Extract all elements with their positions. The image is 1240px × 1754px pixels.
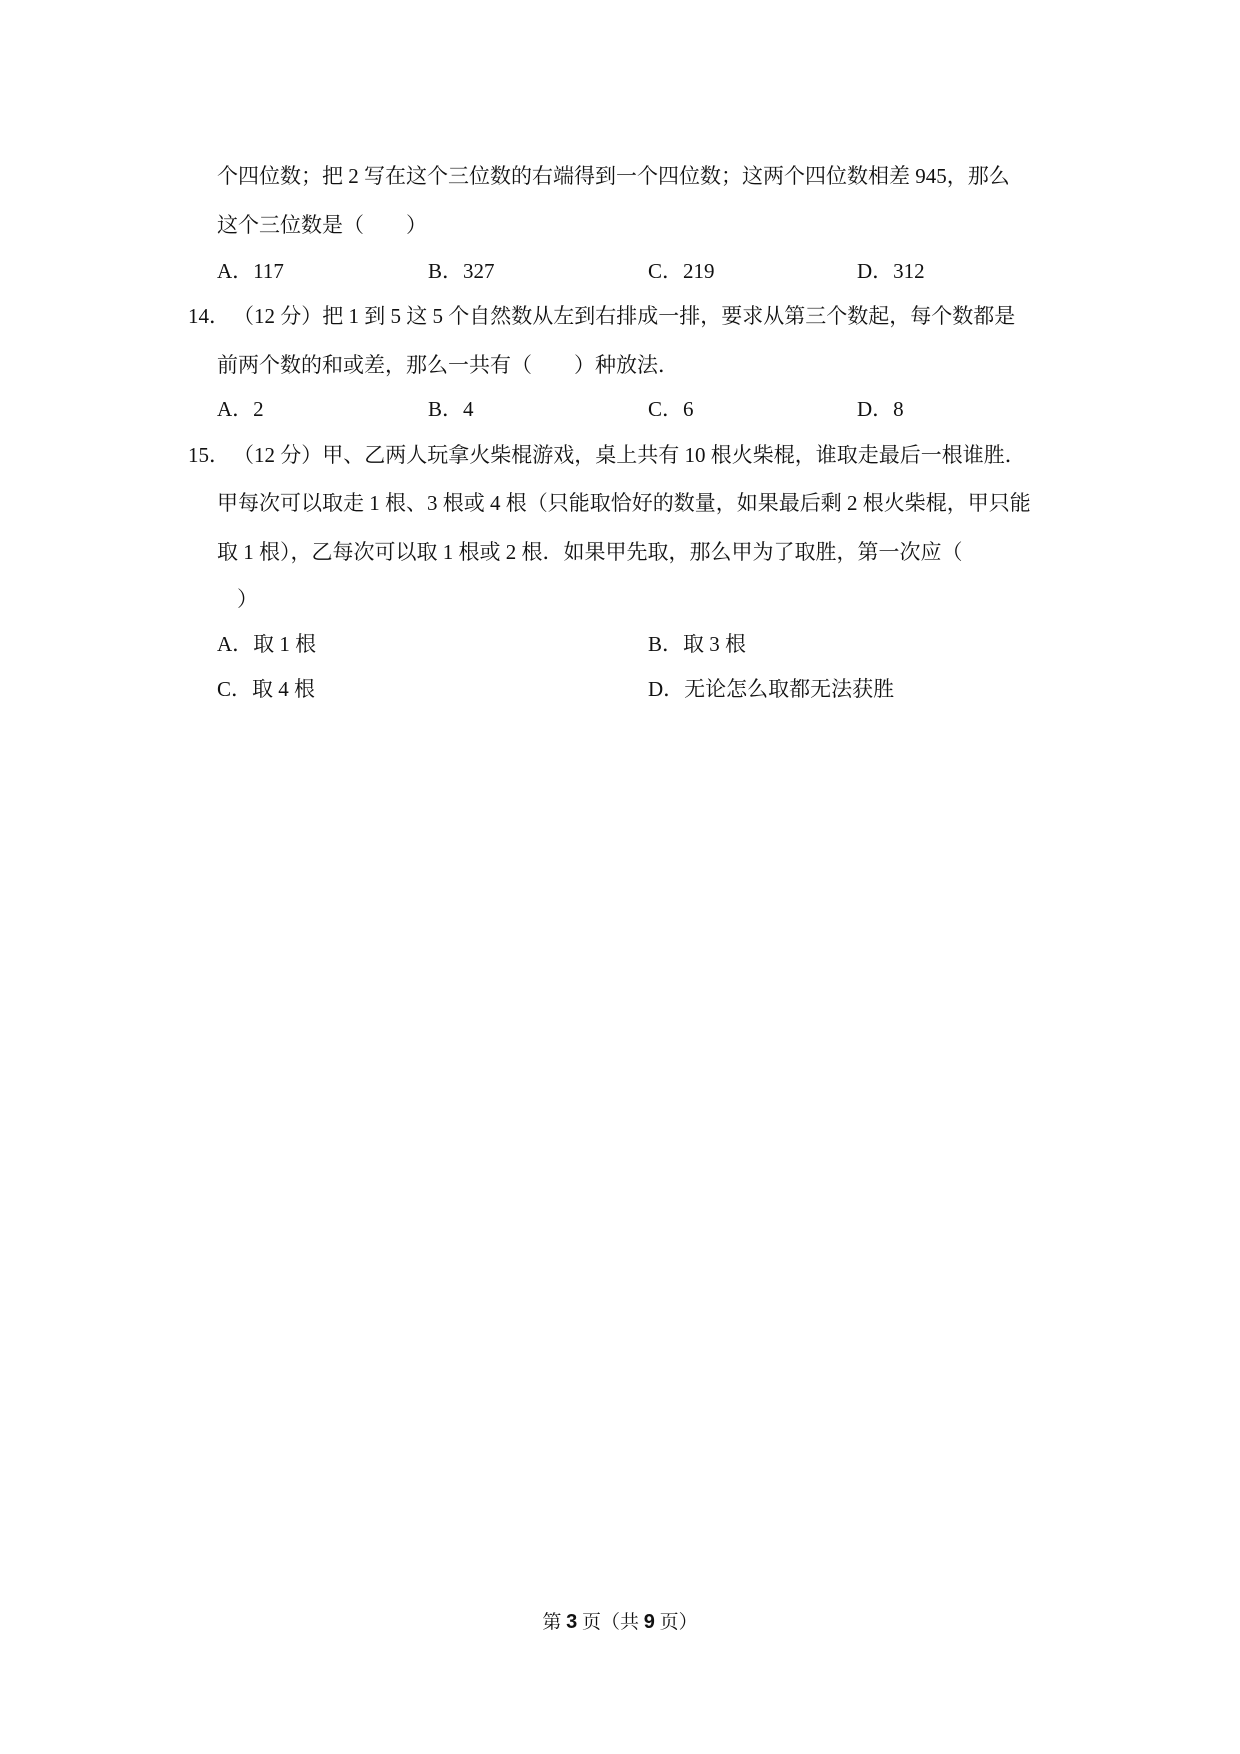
- question-13-option-a: A．117: [217, 259, 284, 283]
- question-13-option-b: B．327: [428, 259, 495, 283]
- question-15-option-d: D．无论怎么取都无法获胜: [648, 677, 895, 701]
- page-footer: [0, 1612, 1240, 1632]
- footer-prefix: 第: [542, 1612, 567, 1633]
- question-13-option-d: D．312: [857, 259, 925, 283]
- footer-suffix: 页）: [654, 1612, 698, 1633]
- question-14-number: 14．: [188, 304, 230, 328]
- question-14-option-a: A．2: [217, 397, 264, 421]
- question-15-line-3: 取 1 根），乙每次可以取 1 根或 2 根．如果甲先取，那么甲为了取胜，第一次应（: [217, 540, 963, 564]
- question-15-option-c: C．取 4 根: [217, 677, 316, 701]
- question-15-line-1: （12 分）甲、乙两人玩拿火柴棍游戏，桌上共有 10 根火柴棍，谁取走最后一根谁胜．: [233, 443, 1026, 467]
- question-14-line-2: 前两个数的和或差，那么一共有（ ）种放法．: [217, 353, 679, 377]
- question-14-option-c: C．6: [648, 397, 694, 421]
- question-13-line-2: 这个三位数是（ ）: [217, 213, 427, 237]
- question-13-line-1: 个四位数；把 2 写在这个三位数的右端得到一个四位数；这两个四位数相差 945，那么: [217, 164, 1010, 188]
- footer-page-number: 3: [566, 1611, 578, 1633]
- question-15-option-b: B．取 3 根: [648, 632, 747, 656]
- question-14-line-1: （12 分）把 1 到 5 这 5 个自然数从左到右排成一排，要求从第三个数起，每个数都是: [233, 304, 1016, 328]
- question-14-option-d: D．8: [857, 397, 904, 421]
- footer-total-pages: 9: [643, 1611, 655, 1633]
- question-15-line-4: ）: [237, 587, 258, 611]
- question-15-number: 15．: [188, 443, 230, 467]
- footer-middle: 页（共: [577, 1612, 644, 1633]
- question-15-option-a: A．取 1 根: [217, 632, 317, 656]
- question-14-option-b: B．4: [428, 397, 474, 421]
- question-15-line-2: 甲每次可以取走 1 根、3 根或 4 根（只能取恰好的数量，如果最后剩 2 根火柴棍，甲只能: [217, 491, 1031, 515]
- question-13-option-c: C．219: [648, 259, 715, 283]
